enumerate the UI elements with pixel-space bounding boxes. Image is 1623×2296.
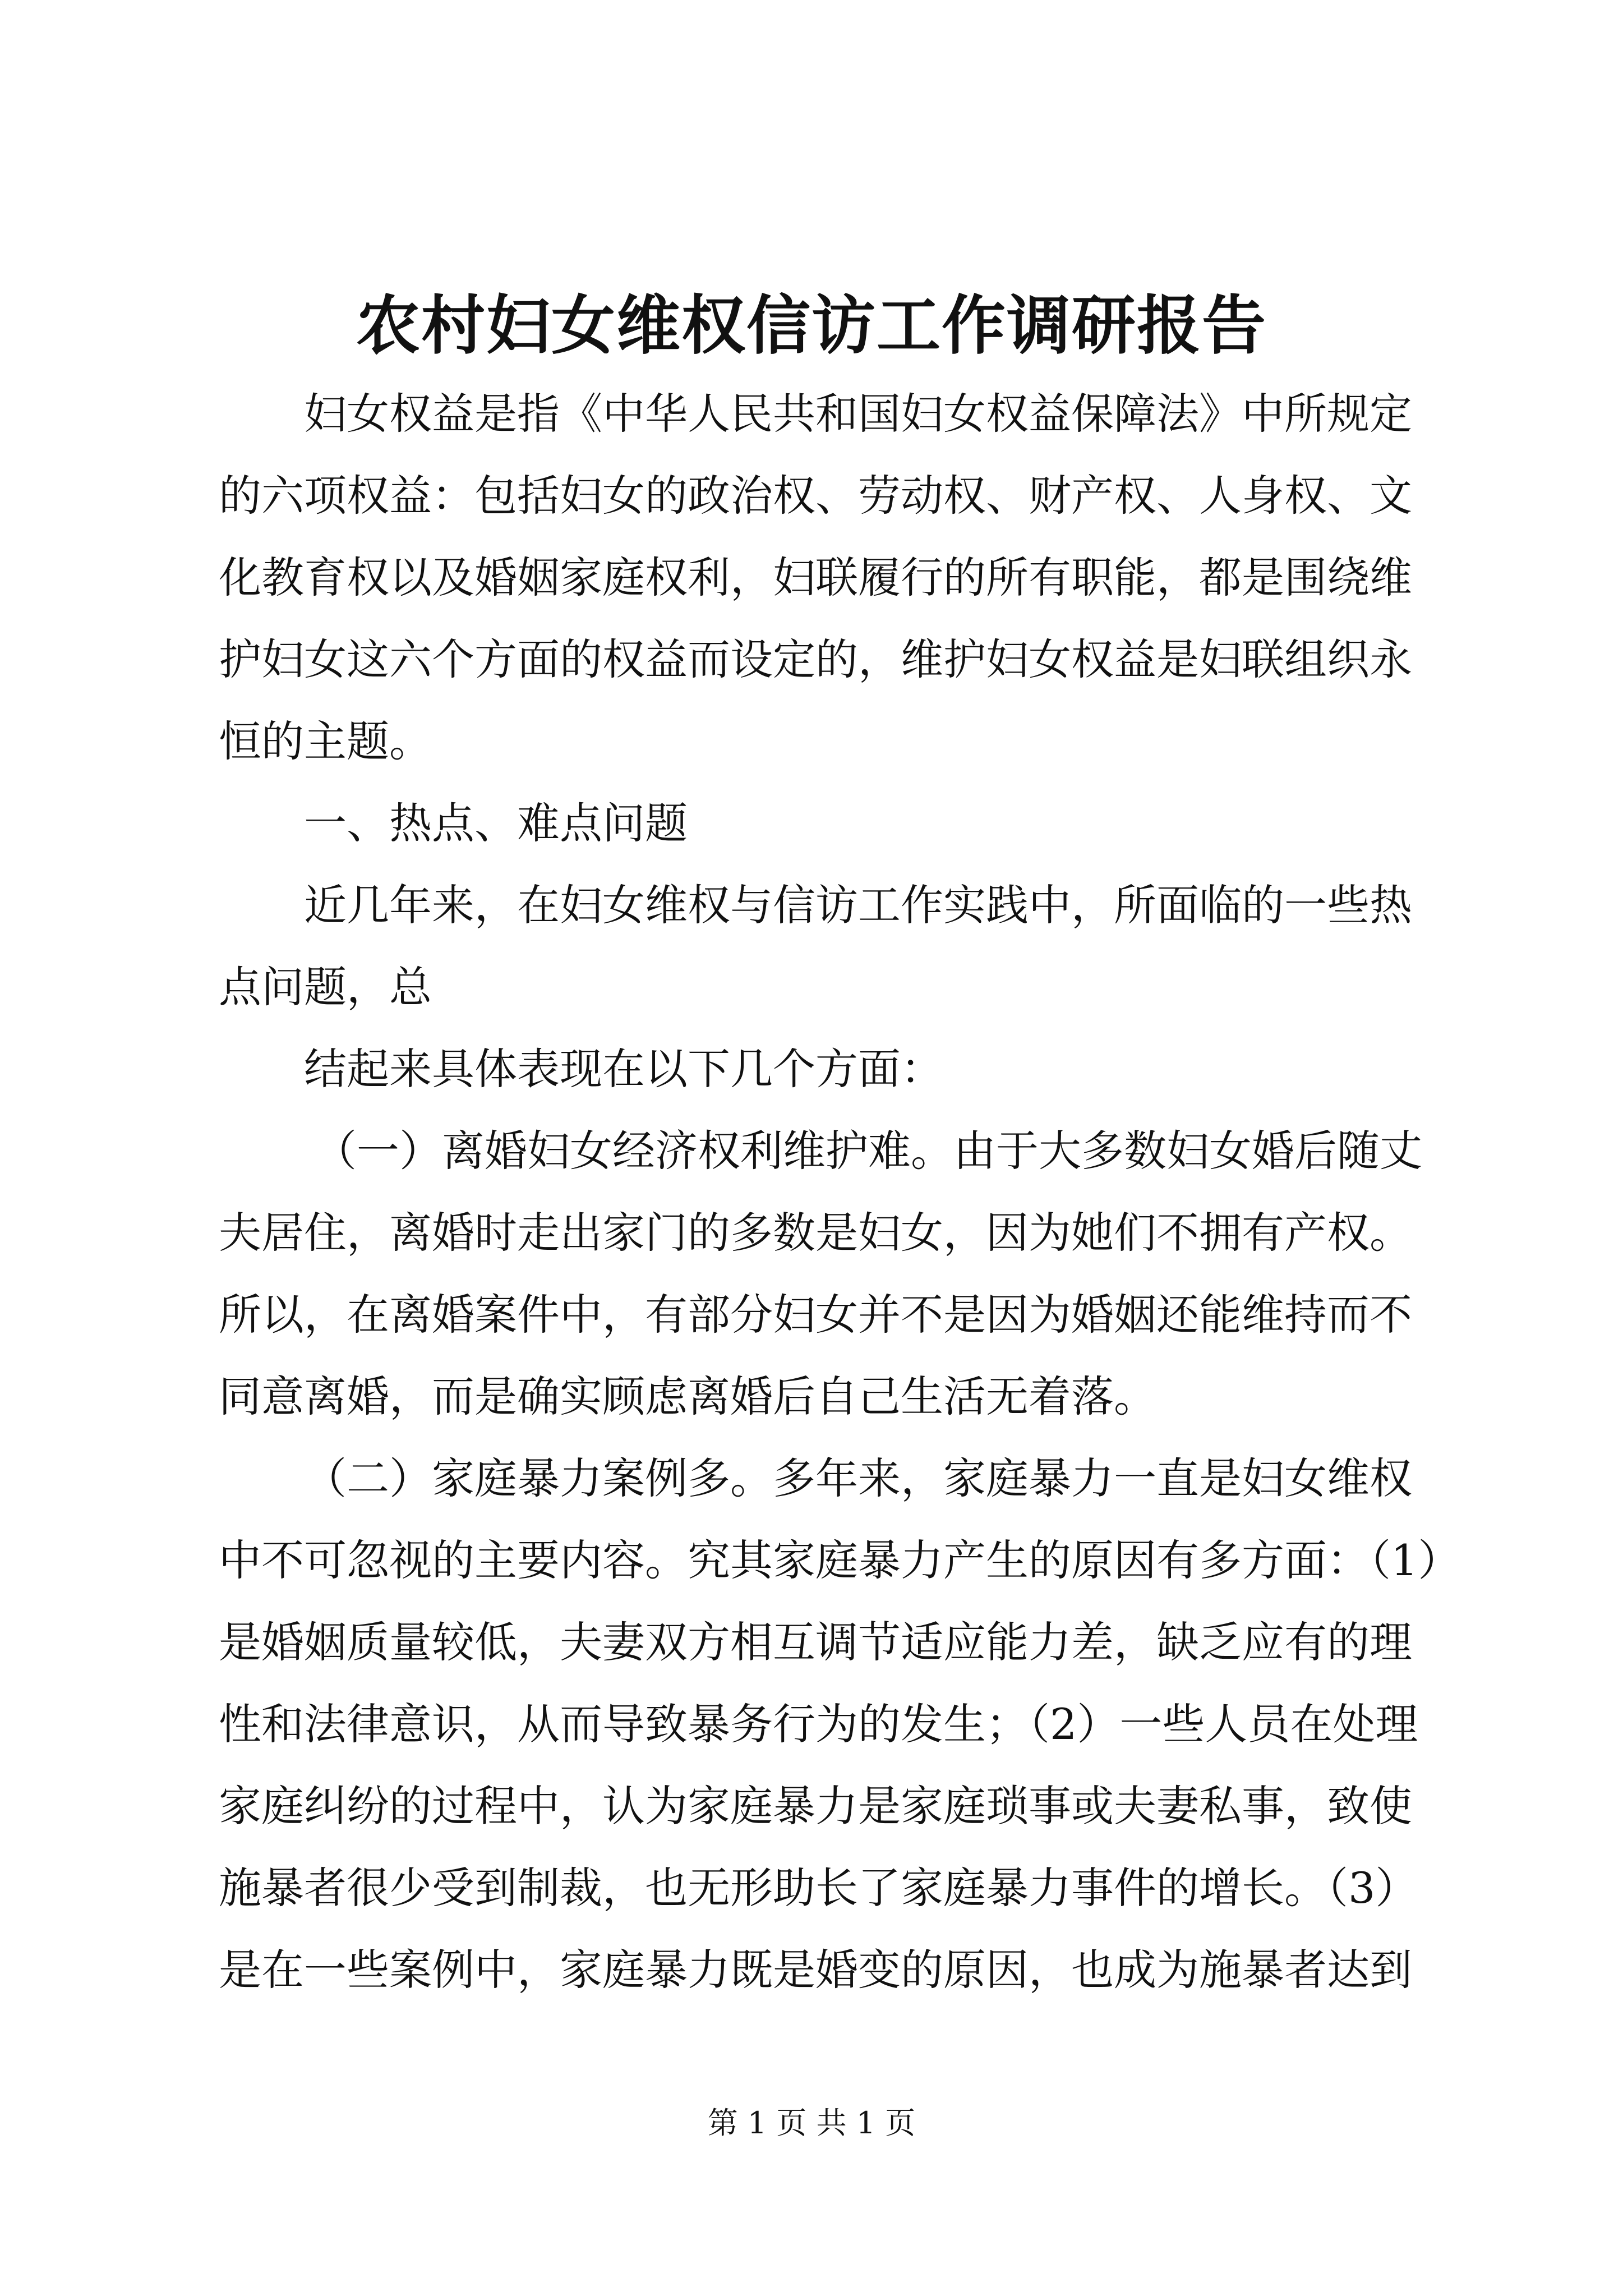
paragraph-line-1: 妇女权益是指《中华人民共和国妇女权益保障法》中所规定 xyxy=(304,389,1412,439)
paragraph-line-3: 化教育权以及婚姻家庭权利，妇联履行的所有职能，都是围绕维 xyxy=(219,553,1412,602)
paragraph-line-10: （一）离婚妇女经济权利维护难。由于大多数妇女婚后随丈 xyxy=(314,1126,1422,1176)
paragraph-line-5: 恒的主题。 xyxy=(219,716,432,766)
paragraph-line-17: 性和法律意识，从而导致暴务行为的发生；（2）一些人员在处理 xyxy=(219,1699,1418,1749)
section-heading-1: 一、热点、难点问题 xyxy=(304,798,688,848)
paragraph-line-18: 家庭纠纷的过程中，认为家庭暴力是家庭琐事或夫妻私事，致使 xyxy=(219,1781,1412,1831)
paragraph-line-19: 施暴者很少受到制裁，也无形助长了家庭暴力事件的增长。（3） xyxy=(219,1863,1418,1913)
paragraph-line-2: 的六项权益：包括妇女的政治权、劳动权、财产权、人身权、文 xyxy=(219,471,1412,521)
paragraph-line-7: 近几年来，在妇女维权与信访工作实践中，所面临的一些热 xyxy=(304,880,1412,930)
paragraph-line-20: 是在一些案例中，家庭暴力既是婚变的原因，也成为施暴者达到 xyxy=(219,1945,1412,1995)
paragraph-line-8: 点问题，总 xyxy=(219,962,432,1012)
paragraph-line-12: 所以，在离婚案件中，有部分妇女并不是因为婚姻还能维持而不 xyxy=(219,1290,1412,1340)
paragraph-line-16: 是婚姻质量较低，夫妻双方相互调节适应能力差，缺乏应有的理 xyxy=(219,1617,1412,1667)
paragraph-line-9: 结起来具体表现在以下几个方面： xyxy=(304,1044,943,1094)
paragraph-line-13: 同意离婚，而是确实顾虑离婚后自己生活无着落。 xyxy=(219,1372,1156,1421)
document-title: 农村妇女维权信访工作调研报告 xyxy=(356,288,1267,363)
paragraph-line-11: 夫居住，离婚时走出家门的多数是妇女，因为她们不拥有产权。 xyxy=(219,1208,1412,1258)
page-number-footer: 第 1 页 共 1 页 xyxy=(707,2105,916,2141)
paragraph-line-14: （二）家庭暴力案例多。多年来，家庭暴力一直是妇女维权 xyxy=(304,1453,1412,1503)
paragraph-line-4: 护妇女这六个方面的权益而设定的，维护妇女权益是妇联组织永 xyxy=(219,634,1412,684)
paragraph-line-15: 中不可忽视的主要内容。究其家庭暴力产生的原因有多方面：（1） xyxy=(219,1535,1461,1585)
